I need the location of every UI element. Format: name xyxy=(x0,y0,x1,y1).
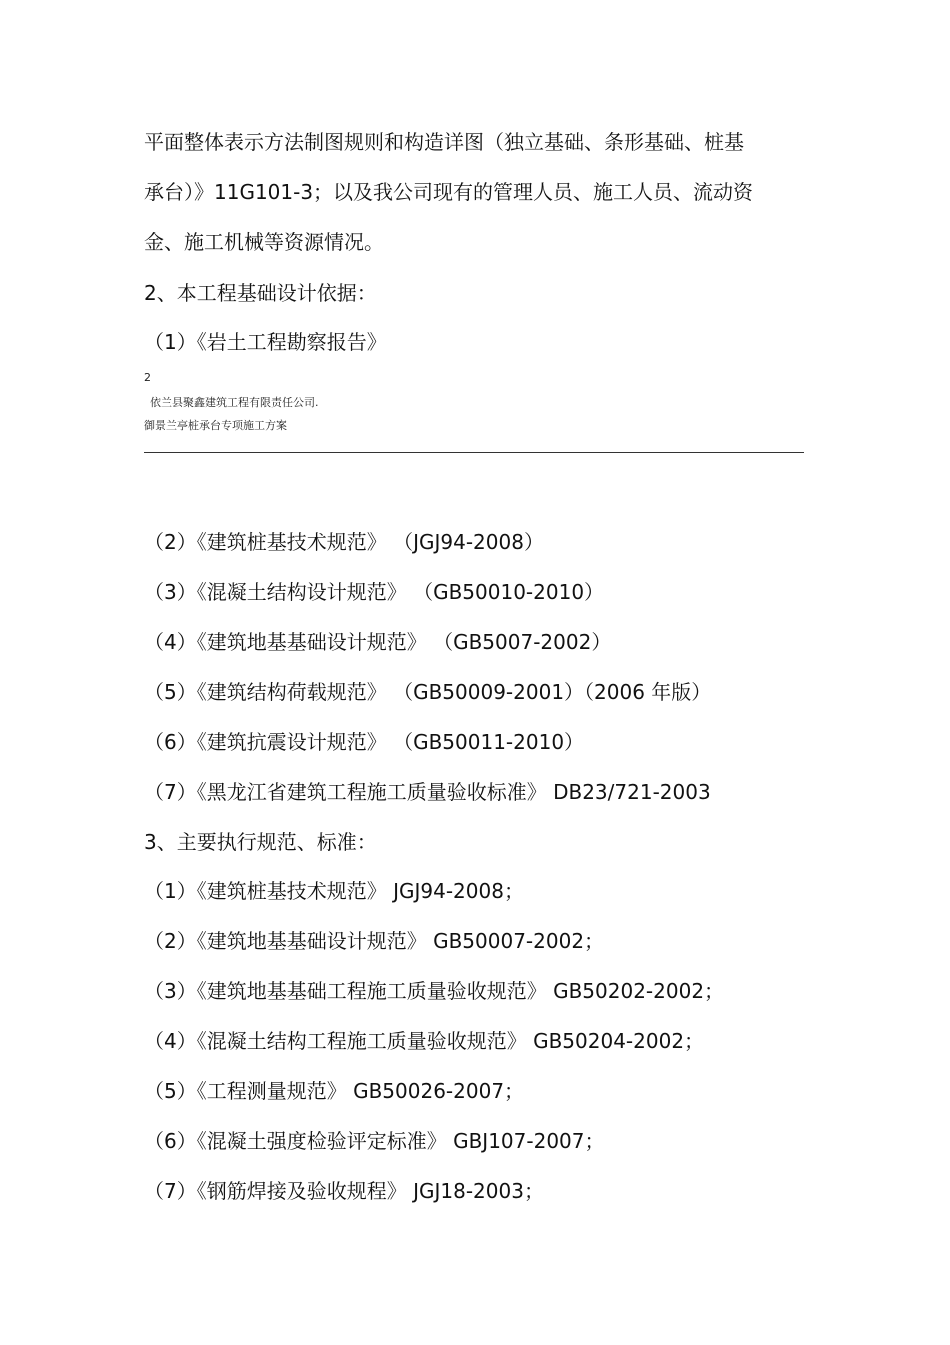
paragraph-line: 承台）》11G101-3；以及我公司现有的管理人员、施工人员、流动资 xyxy=(144,180,754,204)
paragraph-line: 平面整体表示方法制图规则和构造详图（独立基础、条形基础、桩基 xyxy=(144,130,744,154)
list-item: （3）《建筑地基基础工程施工质量验收规范》 GB50202-2002； xyxy=(144,979,725,1003)
paragraph-line: 金、施工机械等资源情况。 xyxy=(144,230,384,254)
list-item: （2）《建筑桩基技术规范》 （JGJ94-2008） xyxy=(144,530,544,554)
list-item: （2）《建筑地基基础设计规范》 GB50007-2002； xyxy=(144,929,605,953)
page-number: 2 xyxy=(144,371,151,384)
list-item: （7）《黑龙江省建筑工程施工质量验收标准》 DB23/721-2003 xyxy=(144,780,711,804)
section-heading: 3、主要执行规范、标准： xyxy=(144,830,377,854)
company-name: 依兰县聚鑫建筑工程有限责任公司. xyxy=(150,396,319,409)
list-item: （7）《钢筋焊接及验收规程》 JGJ18-2003； xyxy=(144,1179,544,1203)
section-heading: 2、本工程基础设计依据： xyxy=(144,281,377,305)
list-item: （6）《建筑抗震设计规范》 （GB50011-2010） xyxy=(144,730,585,754)
list-item: （3）《混凝土结构设计规范》 （GB50010-2010） xyxy=(144,580,605,604)
document-title: 御景兰亭桩承台专项施工方案 xyxy=(144,419,287,432)
list-item: （1）《建筑桩基技术规范》 JGJ94-2008； xyxy=(144,879,524,903)
page-divider xyxy=(144,452,804,453)
list-item: （4）《混凝土结构工程施工质量验收规范》 GB50204-2002； xyxy=(144,1029,705,1053)
list-item: （4）《建筑地基基础设计规范》 （GB5007-2002） xyxy=(144,630,612,654)
list-item: （6）《混凝土强度检验评定标准》 GBJ107-2007； xyxy=(144,1129,605,1153)
list-item: （5）《工程测量规范》 GB50026-2007； xyxy=(144,1079,525,1103)
list-item: （1）《岩土工程勘察报告》 xyxy=(144,330,387,354)
list-item: （5）《建筑结构荷载规范》 （GB50009-2001）（2006 年版） xyxy=(144,680,712,704)
